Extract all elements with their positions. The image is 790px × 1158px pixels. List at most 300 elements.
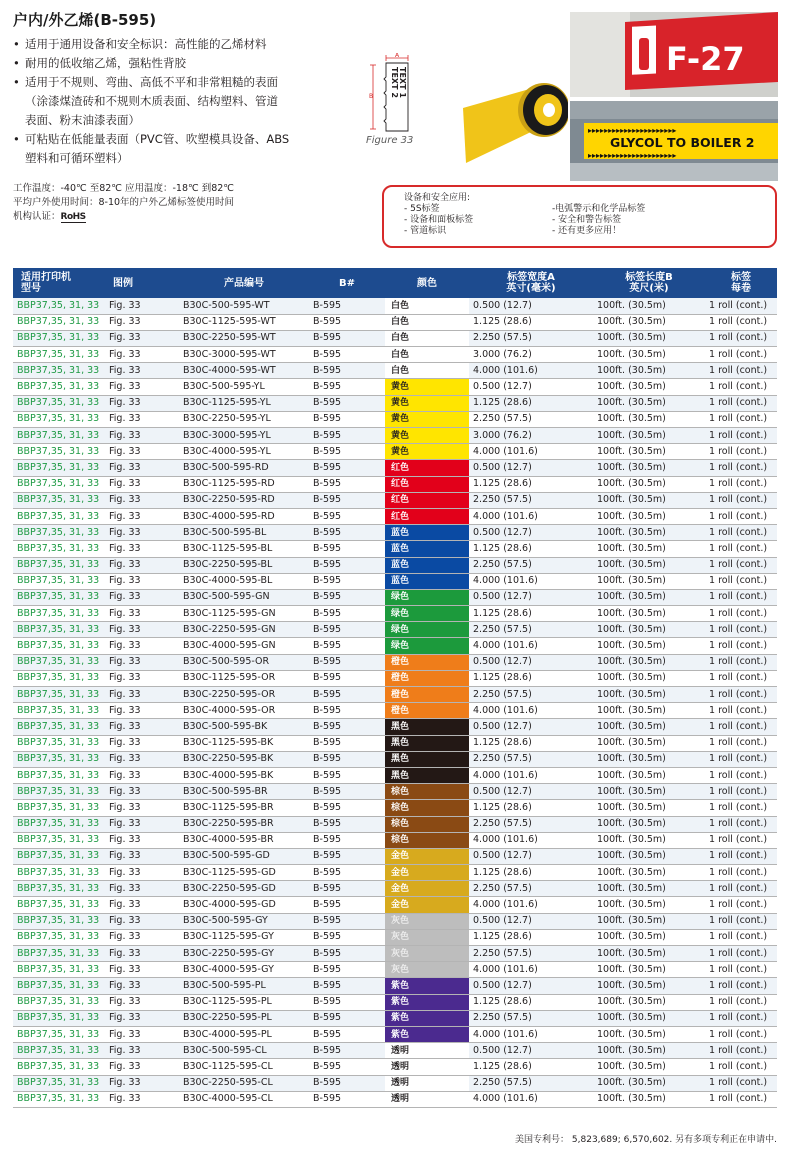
color-cell: 透明 [385, 1059, 469, 1075]
figure-cell: Fig. 33 [105, 719, 179, 735]
table-row [13, 1059, 777, 1075]
color-cell: 白色 [385, 330, 469, 346]
width-cell: 2.250 (57.5) [469, 1075, 593, 1091]
part-number-cell: B30C-2250-595-OR [179, 687, 309, 703]
color-cell: 透明 [385, 1075, 469, 1091]
per-roll-cell: 1 roll (cont.) [705, 978, 777, 994]
printer-cell: BBP37,35, 31, 33 [13, 589, 105, 605]
part-number-cell: B30C-3000-595-WT [179, 347, 309, 363]
pipe-marker-photo [570, 101, 778, 181]
length-cell: 100ft. (30.5m) [593, 476, 705, 492]
printer-cell: BBP37,35, 31, 33 [13, 557, 105, 573]
applications-left [404, 204, 552, 237]
color-cell: 蓝色 [385, 525, 469, 541]
b-number-cell: B-595 [309, 525, 385, 541]
application-item: - 5S标签 [404, 204, 440, 214]
printer-cell: BBP37,35, 31, 33 [13, 1075, 105, 1091]
per-roll-cell: 1 roll (cont.) [705, 1043, 777, 1059]
table-row [13, 573, 777, 589]
table-row [13, 492, 777, 508]
figure-cell: Fig. 33 [105, 751, 179, 767]
color-cell: 红色 [385, 508, 469, 524]
table-row [13, 913, 777, 929]
figure-cell: Fig. 33 [105, 589, 179, 605]
width-cell: 2.250 (57.5) [469, 881, 593, 897]
part-number-cell: B30C-2250-595-PL [179, 1010, 309, 1026]
printer-cell: BBP37,35, 31, 33 [13, 848, 105, 864]
applications-right [552, 204, 722, 237]
printer-cell: BBP37,35, 31, 33 [13, 379, 105, 395]
b-number-cell: B-595 [309, 1091, 385, 1107]
b-number-cell: B-595 [309, 411, 385, 427]
b-number-cell: B-595 [309, 784, 385, 800]
width-cell: 0.500 (12.7) [469, 589, 593, 605]
printer-cell: BBP37,35, 31, 33 [13, 897, 105, 913]
length-cell: 100ft. (30.5m) [593, 573, 705, 589]
width-cell: 1.125 (28.6) [469, 735, 593, 751]
width-cell: 1.125 (28.6) [469, 994, 593, 1010]
color-cell: 灰色 [385, 946, 469, 962]
yellow-label-roll [463, 83, 568, 163]
b-number-cell: B-595 [309, 508, 385, 524]
table-row [13, 687, 777, 703]
color-cell: 绿色 [385, 589, 469, 605]
figure-cell: Fig. 33 [105, 492, 179, 508]
width-cell: 4.000 (101.6) [469, 508, 593, 524]
color-cell: 棕色 [385, 784, 469, 800]
temperature-spec: 工作温度：-40℃ 至82℃ 应用温度：-18℃ 到82℃ [13, 183, 234, 194]
width-cell: 1.125 (28.6) [469, 541, 593, 557]
b-number-cell: B-595 [309, 460, 385, 476]
length-cell: 100ft. (30.5m) [593, 460, 705, 476]
length-cell: 100ft. (30.5m) [593, 751, 705, 767]
table-row [13, 978, 777, 994]
color-cell: 灰色 [385, 962, 469, 978]
b-number-cell: B-595 [309, 606, 385, 622]
table-row [13, 994, 777, 1010]
length-cell: 100ft. (30.5m) [593, 1043, 705, 1059]
color-cell: 红色 [385, 460, 469, 476]
printer-cell: BBP37,35, 31, 33 [13, 492, 105, 508]
b-number-cell: B-595 [309, 314, 385, 330]
per-roll-cell: 1 roll (cont.) [705, 865, 777, 881]
width-cell: 4.000 (101.6) [469, 767, 593, 783]
part-number-cell: B30C-1125-595-CL [179, 1059, 309, 1075]
spec-notes [13, 182, 234, 224]
part-number-cell: B30C-500-595-GD [179, 848, 309, 864]
figure-cell: Fig. 33 [105, 314, 179, 330]
product-table [13, 268, 777, 1108]
figure-cell: Fig. 33 [105, 395, 179, 411]
figure-cell: Fig. 33 [105, 508, 179, 524]
part-number-cell: B30C-2250-595-GY [179, 946, 309, 962]
color-cell: 紫色 [385, 1010, 469, 1026]
per-roll-cell: 1 roll (cont.) [705, 670, 777, 686]
printer-cell: BBP37,35, 31, 33 [13, 330, 105, 346]
figure-cell: Fig. 33 [105, 865, 179, 881]
per-roll-cell: 1 roll (cont.) [705, 476, 777, 492]
figure-cell: Fig. 33 [105, 913, 179, 929]
table-row [13, 751, 777, 767]
part-number-cell: B30C-4000-595-YL [179, 444, 309, 460]
part-number-cell: B30C-3000-595-YL [179, 428, 309, 444]
color-cell: 白色 [385, 363, 469, 379]
b-number-cell: B-595 [309, 816, 385, 832]
color-cell: 紫色 [385, 978, 469, 994]
per-roll-cell: 1 roll (cont.) [705, 832, 777, 848]
length-cell: 100ft. (30.5m) [593, 622, 705, 638]
feature-text: 适用于通用设备和安全标识：高性能的乙烯材料 [25, 37, 267, 51]
table-row [13, 897, 777, 913]
printer-cell: BBP37,35, 31, 33 [13, 395, 105, 411]
printer-cell: BBP37,35, 31, 33 [13, 929, 105, 945]
header-length: 标签长度B 英尺(米) [593, 268, 705, 298]
table-row [13, 1043, 777, 1059]
part-number-cell: B30C-1125-595-WT [179, 314, 309, 330]
width-cell: 1.125 (28.6) [469, 1059, 593, 1075]
width-cell: 1.125 (28.6) [469, 395, 593, 411]
length-cell: 100ft. (30.5m) [593, 881, 705, 897]
b-number-cell: B-595 [309, 865, 385, 881]
color-cell: 黄色 [385, 444, 469, 460]
per-roll-cell: 1 roll (cont.) [705, 508, 777, 524]
width-cell: 4.000 (101.6) [469, 832, 593, 848]
length-cell: 100ft. (30.5m) [593, 735, 705, 751]
width-cell: 2.250 (57.5) [469, 946, 593, 962]
length-cell: 100ft. (30.5m) [593, 411, 705, 427]
color-cell: 橙色 [385, 687, 469, 703]
color-cell: 黄色 [385, 411, 469, 427]
part-number-cell: B30C-2250-595-RD [179, 492, 309, 508]
application-item: - 安全和警告标签 [552, 215, 622, 225]
per-roll-cell: 1 roll (cont.) [705, 622, 777, 638]
per-roll-cell: 1 roll (cont.) [705, 330, 777, 346]
color-cell: 橙色 [385, 670, 469, 686]
width-cell: 2.250 (57.5) [469, 330, 593, 346]
application-item: - 设备和面板标签 [404, 215, 474, 225]
figure-cell: Fig. 33 [105, 881, 179, 897]
printer-cell: BBP37,35, 31, 33 [13, 1059, 105, 1075]
rohs-mark: RoHS [60, 212, 86, 222]
b-number-cell: B-595 [309, 751, 385, 767]
length-cell: 100ft. (30.5m) [593, 1075, 705, 1091]
figure-cell: Fig. 33 [105, 330, 179, 346]
per-roll-cell: 1 roll (cont.) [705, 557, 777, 573]
figure-cell: Fig. 33 [105, 1043, 179, 1059]
width-cell: 0.500 (12.7) [469, 460, 593, 476]
b-number-cell: B-595 [309, 1075, 385, 1091]
sign-text: F-27 [666, 40, 745, 78]
table-row [13, 1091, 777, 1107]
figure-cell: Fig. 33 [105, 411, 179, 427]
b-number-cell: B-595 [309, 492, 385, 508]
figure-cell: Fig. 33 [105, 573, 179, 589]
printer-cell: BBP37,35, 31, 33 [13, 703, 105, 719]
table-row [13, 800, 777, 816]
page-title: 户内/外乙烯(B-595) [13, 11, 157, 29]
length-cell: 100ft. (30.5m) [593, 428, 705, 444]
b-number-cell: B-595 [309, 557, 385, 573]
printer-cell: BBP37,35, 31, 33 [13, 1043, 105, 1059]
part-number-cell: B30C-1125-595-GN [179, 606, 309, 622]
part-number-cell: B30C-4000-595-CL [179, 1091, 309, 1107]
figure-cell: Fig. 33 [105, 735, 179, 751]
table-row [13, 784, 777, 800]
width-cell: 2.250 (57.5) [469, 1010, 593, 1026]
width-cell: 0.500 (12.7) [469, 298, 593, 314]
feature-continuation: （涂漆煤渣砖和不规则木质表面、结构塑料、管道 [25, 94, 278, 108]
b-number-cell: B-595 [309, 589, 385, 605]
label-text-2: TEXT 2 [390, 67, 399, 98]
table-row [13, 719, 777, 735]
table-row [13, 1010, 777, 1026]
table-row [13, 525, 777, 541]
color-cell: 橙色 [385, 654, 469, 670]
per-roll-cell: 1 roll (cont.) [705, 460, 777, 476]
table-row [13, 962, 777, 978]
table-header-row [13, 268, 777, 298]
per-roll-cell: 1 roll (cont.) [705, 848, 777, 864]
header-width: 标签宽度A 英寸(毫米) [469, 268, 593, 298]
b-number-cell: B-595 [309, 638, 385, 654]
table-body [13, 298, 777, 1107]
part-number-cell: B30C-2250-595-BK [179, 751, 309, 767]
b-number-cell: B-595 [309, 994, 385, 1010]
printer-cell: BBP37,35, 31, 33 [13, 719, 105, 735]
part-number-cell: B30C-4000-595-BL [179, 573, 309, 589]
length-cell: 100ft. (30.5m) [593, 379, 705, 395]
b-number-cell: B-595 [309, 347, 385, 363]
table-row [13, 508, 777, 524]
dimension-b-label: B [369, 93, 374, 100]
length-cell: 100ft. (30.5m) [593, 897, 705, 913]
width-cell: 2.250 (57.5) [469, 557, 593, 573]
header-per-roll: 标签 每卷 [705, 268, 777, 298]
part-number-cell: B30C-4000-595-GD [179, 897, 309, 913]
printer-cell: BBP37,35, 31, 33 [13, 508, 105, 524]
color-cell: 黑色 [385, 719, 469, 735]
width-cell: 3.000 (76.2) [469, 428, 593, 444]
application-item: - 还有更多应用！ [552, 226, 622, 236]
width-cell: 4.000 (101.6) [469, 703, 593, 719]
width-cell: 0.500 (12.7) [469, 978, 593, 994]
per-roll-cell: 1 roll (cont.) [705, 800, 777, 816]
per-roll-cell: 1 roll (cont.) [705, 298, 777, 314]
width-cell: 2.250 (57.5) [469, 816, 593, 832]
part-number-cell: B30C-500-595-OR [179, 654, 309, 670]
width-cell: 0.500 (12.7) [469, 654, 593, 670]
per-roll-cell: 1 roll (cont.) [705, 1026, 777, 1042]
color-cell: 红色 [385, 492, 469, 508]
figure-cell: Fig. 33 [105, 379, 179, 395]
per-roll-cell: 1 roll (cont.) [705, 687, 777, 703]
table-row [13, 881, 777, 897]
b-number-cell: B-595 [309, 913, 385, 929]
certification-spec [13, 210, 234, 224]
part-number-cell: B30C-1125-595-OR [179, 670, 309, 686]
per-roll-cell: 1 roll (cont.) [705, 962, 777, 978]
length-cell: 100ft. (30.5m) [593, 800, 705, 816]
width-cell: 4.000 (101.6) [469, 962, 593, 978]
part-number-cell: B30C-4000-595-RD [179, 508, 309, 524]
length-cell: 100ft. (30.5m) [593, 1091, 705, 1107]
length-cell: 100ft. (30.5m) [593, 865, 705, 881]
per-roll-cell: 1 roll (cont.) [705, 816, 777, 832]
printer-cell: BBP37,35, 31, 33 [13, 314, 105, 330]
printer-cell: BBP37,35, 31, 33 [13, 622, 105, 638]
part-number-cell: B30C-500-595-CL [179, 1043, 309, 1059]
b-number-cell: B-595 [309, 1059, 385, 1075]
part-number-cell: B30C-4000-595-GN [179, 638, 309, 654]
label-text-1: TEXT 1 [398, 67, 407, 98]
color-cell: 金色 [385, 848, 469, 864]
per-roll-cell: 1 roll (cont.) [705, 379, 777, 395]
length-cell: 100ft. (30.5m) [593, 962, 705, 978]
part-number-cell: B30C-4000-595-OR [179, 703, 309, 719]
width-cell: 1.125 (28.6) [469, 865, 593, 881]
applications-title: 设备和安全应用: [404, 193, 471, 203]
color-cell: 黄色 [385, 379, 469, 395]
color-cell: 绿色 [385, 622, 469, 638]
figure-cell: Fig. 33 [105, 428, 179, 444]
feature-item [13, 130, 358, 149]
width-cell: 0.500 (12.7) [469, 848, 593, 864]
printer-cell: BBP37,35, 31, 33 [13, 541, 105, 557]
part-number-cell: B30C-2250-595-YL [179, 411, 309, 427]
figure-cell: Fig. 33 [105, 1075, 179, 1091]
printer-cell: BBP37,35, 31, 33 [13, 751, 105, 767]
part-number-cell: B30C-1125-595-PL [179, 994, 309, 1010]
length-cell: 100ft. (30.5m) [593, 541, 705, 557]
width-cell: 2.250 (57.5) [469, 622, 593, 638]
table-row [13, 330, 777, 346]
table-row [13, 703, 777, 719]
width-cell: 2.250 (57.5) [469, 411, 593, 427]
figure-cell: Fig. 33 [105, 525, 179, 541]
color-cell: 白色 [385, 347, 469, 363]
table-row [13, 298, 777, 314]
figure-cell: Fig. 33 [105, 1026, 179, 1042]
b-number-cell: B-595 [309, 832, 385, 848]
figure-cell: Fig. 33 [105, 994, 179, 1010]
feature-text: 可粘贴在低能量表面（PVC管、吹塑模具设备、ABS [25, 132, 290, 146]
b-number-cell: B-595 [309, 1026, 385, 1042]
part-number-cell: B30C-500-595-BK [179, 719, 309, 735]
figure-cell: Fig. 33 [105, 670, 179, 686]
part-number-cell: B30C-4000-595-WT [179, 363, 309, 379]
figure-cell: Fig. 33 [105, 848, 179, 864]
table-row [13, 363, 777, 379]
width-cell: 4.000 (101.6) [469, 444, 593, 460]
color-cell: 绿色 [385, 638, 469, 654]
figure-cell: Fig. 33 [105, 946, 179, 962]
table-row [13, 946, 777, 962]
feature-text: 适用于不规则、弯曲、高低不平和非常粗糙的表面 [25, 75, 278, 89]
length-cell: 100ft. (30.5m) [593, 1026, 705, 1042]
table-row [13, 314, 777, 330]
header-printer: 适用打印机 型号 [13, 268, 105, 298]
figure-cell: Fig. 33 [105, 978, 179, 994]
color-cell: 黄色 [385, 395, 469, 411]
printer-cell: BBP37,35, 31, 33 [13, 525, 105, 541]
length-cell: 100ft. (30.5m) [593, 784, 705, 800]
figure-cell: Fig. 33 [105, 962, 179, 978]
part-number-cell: B30C-2250-595-BL [179, 557, 309, 573]
applications-box [382, 185, 777, 248]
color-cell: 金色 [385, 865, 469, 881]
length-cell: 100ft. (30.5m) [593, 525, 705, 541]
part-number-cell: B30C-1125-595-GY [179, 929, 309, 945]
length-cell: 100ft. (30.5m) [593, 363, 705, 379]
part-number-cell: B30C-500-595-WT [179, 298, 309, 314]
printer-cell: BBP37,35, 31, 33 [13, 946, 105, 962]
application-item: -电弧警示和化学品标签 [552, 204, 646, 214]
color-cell: 灰色 [385, 913, 469, 929]
b-number-cell: B-595 [309, 395, 385, 411]
per-roll-cell: 1 roll (cont.) [705, 1010, 777, 1026]
figure-cell: Fig. 33 [105, 800, 179, 816]
figure-cell: Fig. 33 [105, 444, 179, 460]
part-number-cell: B30C-2250-595-GN [179, 622, 309, 638]
application-item: - 管道标识 [404, 226, 447, 236]
length-cell: 100ft. (30.5m) [593, 654, 705, 670]
width-cell: 4.000 (101.6) [469, 1091, 593, 1107]
per-roll-cell: 1 roll (cont.) [705, 913, 777, 929]
per-roll-cell: 1 roll (cont.) [705, 363, 777, 379]
figure-cell: Fig. 33 [105, 347, 179, 363]
printer-cell: BBP37,35, 31, 33 [13, 1026, 105, 1042]
feature-text: 耐用的低收缩乙烯，强粘性背胶 [25, 56, 186, 70]
color-cell: 橙色 [385, 703, 469, 719]
length-cell: 100ft. (30.5m) [593, 994, 705, 1010]
part-number-cell: B30C-500-595-RD [179, 460, 309, 476]
length-cell: 100ft. (30.5m) [593, 298, 705, 314]
b-number-cell: B-595 [309, 735, 385, 751]
color-cell: 棕色 [385, 832, 469, 848]
b-number-cell: B-595 [309, 298, 385, 314]
part-number-cell: B30C-500-595-PL [179, 978, 309, 994]
width-cell: 2.250 (57.5) [469, 751, 593, 767]
length-cell: 100ft. (30.5m) [593, 848, 705, 864]
length-cell: 100ft. (30.5m) [593, 670, 705, 686]
width-cell: 4.000 (101.6) [469, 363, 593, 379]
outdoor-life-spec: 平均户外使用时间：8-10年的户外乙烯标签使用时间 [13, 197, 235, 208]
part-number-cell: B30C-1125-595-GD [179, 865, 309, 881]
figure-cell: Fig. 33 [105, 767, 179, 783]
printer-cell: BBP37,35, 31, 33 [13, 865, 105, 881]
width-cell: 0.500 (12.7) [469, 784, 593, 800]
figure-cell: Fig. 33 [105, 1091, 179, 1107]
printer-cell: BBP37,35, 31, 33 [13, 476, 105, 492]
table-row [13, 444, 777, 460]
width-cell: 4.000 (101.6) [469, 897, 593, 913]
color-cell: 黑色 [385, 767, 469, 783]
part-number-cell: B30C-4000-595-GY [179, 962, 309, 978]
printer-cell: BBP37,35, 31, 33 [13, 460, 105, 476]
width-cell: 0.500 (12.7) [469, 719, 593, 735]
header-part-number: 产品编号 [179, 268, 309, 298]
b-number-cell: B-595 [309, 379, 385, 395]
printer-cell: BBP37,35, 31, 33 [13, 363, 105, 379]
color-cell: 黄色 [385, 428, 469, 444]
figure-cell: Fig. 33 [105, 1010, 179, 1026]
table-row [13, 1075, 777, 1091]
color-cell: 紫色 [385, 994, 469, 1010]
width-cell: 1.125 (28.6) [469, 476, 593, 492]
width-cell: 4.000 (101.6) [469, 1026, 593, 1042]
color-cell: 透明 [385, 1091, 469, 1107]
printer-cell: BBP37,35, 31, 33 [13, 913, 105, 929]
